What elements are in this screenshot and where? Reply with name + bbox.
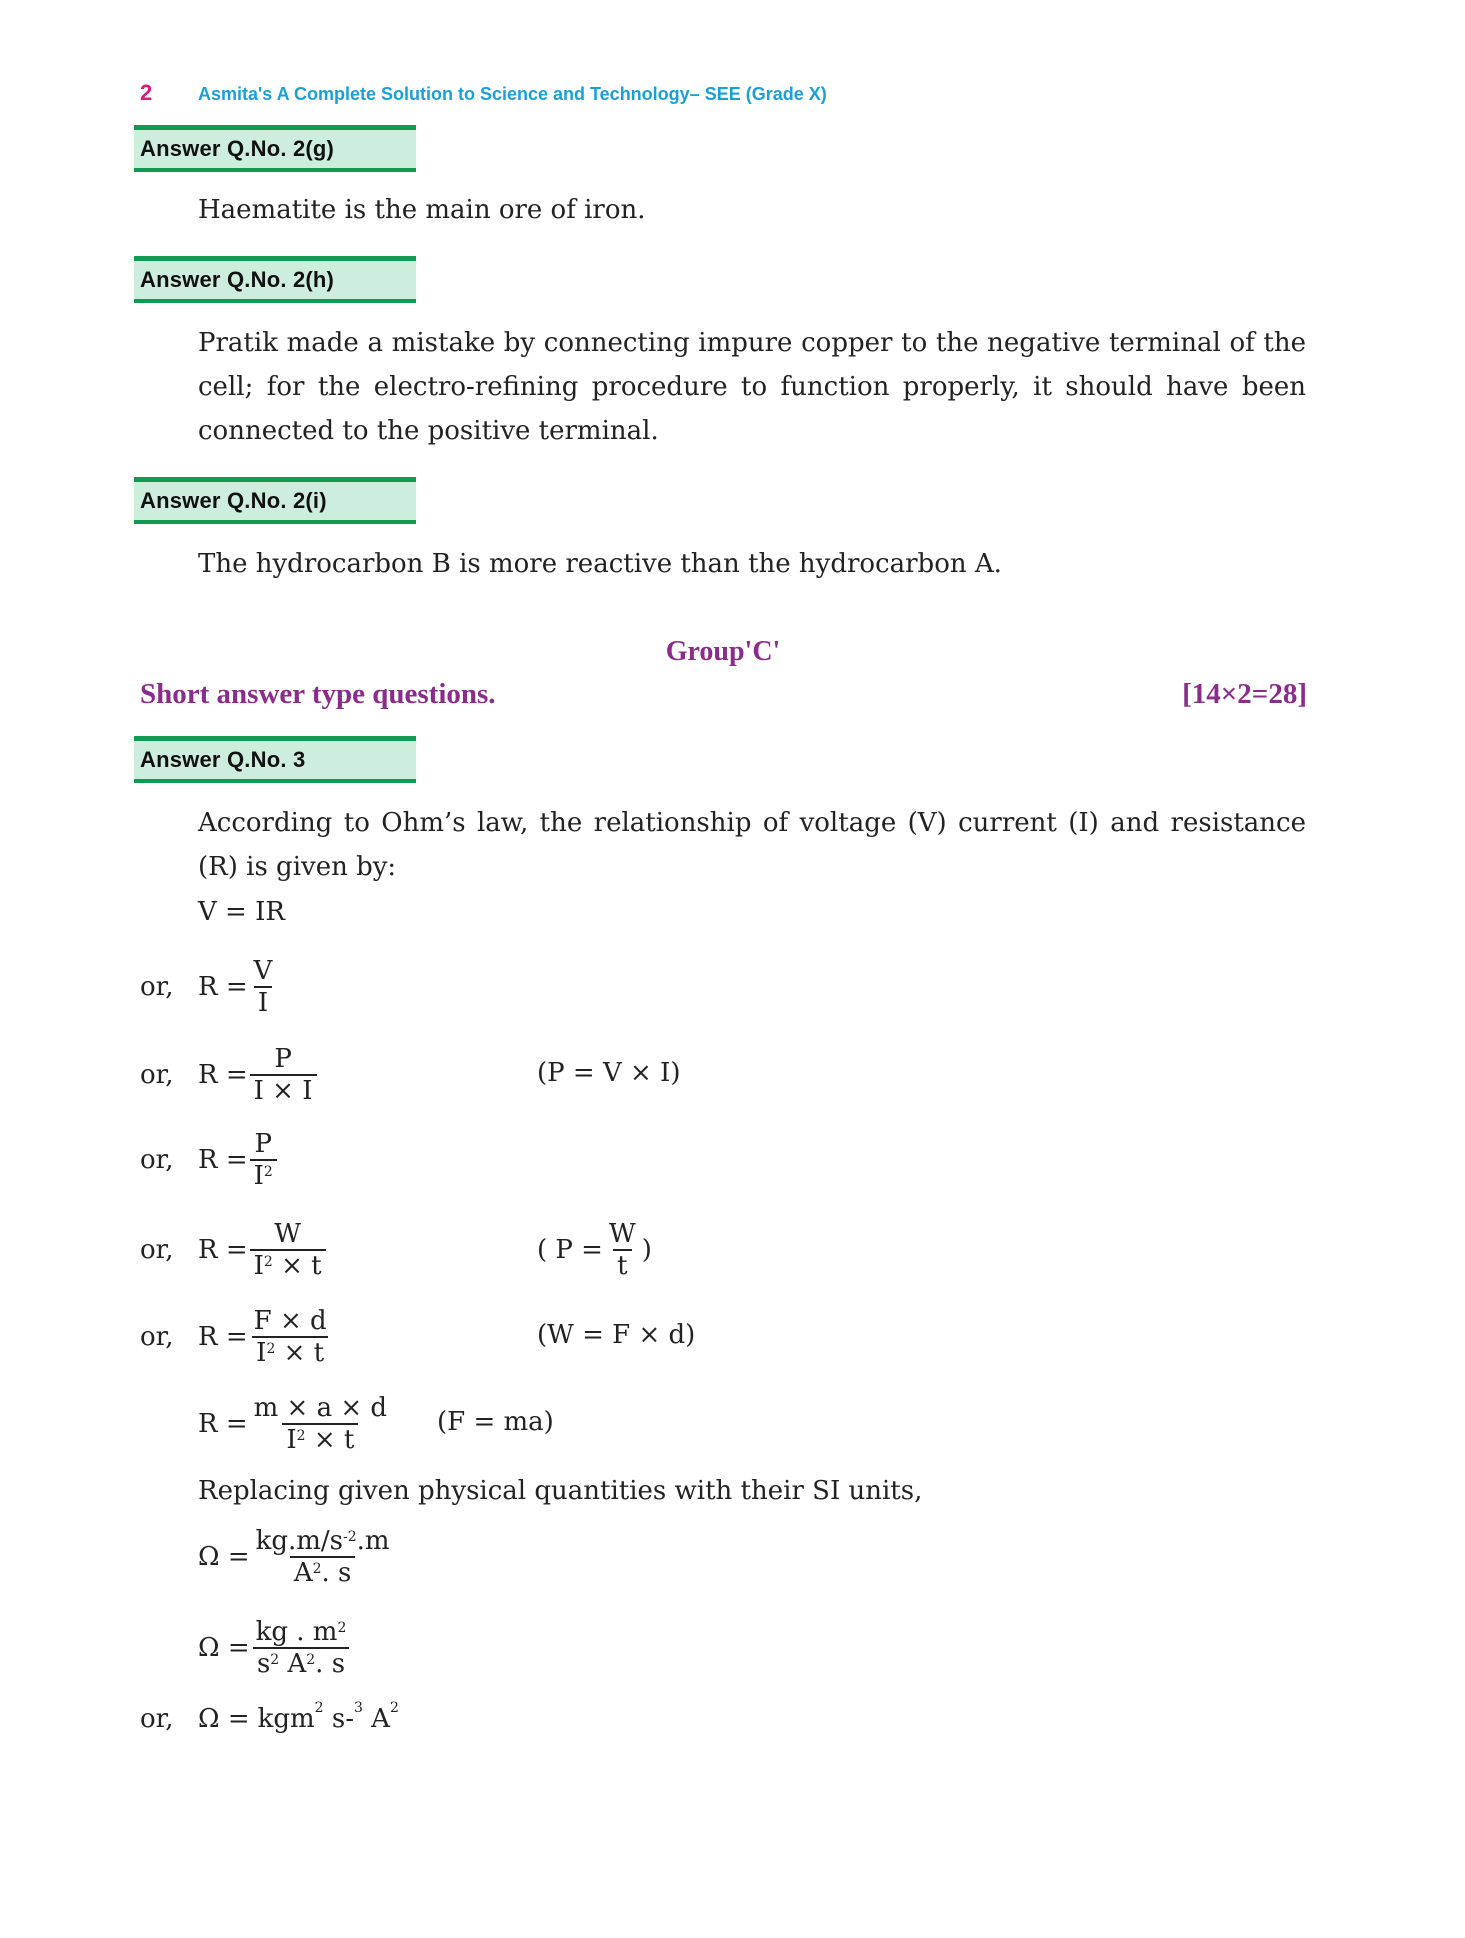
- fraction: [250, 1129, 277, 1191]
- final-units: kgm$^2$ s-$^3$ $A^2$: [257, 1700, 399, 1734]
- or-label: or,: [140, 1704, 174, 1734]
- answer-text-2i: The hydrocarbon B is more reactive than the hydrocarbon A.: [198, 549, 1002, 579]
- ohms-law-intro: According to Ohm’s law, the relationship of voltage (V) current (I) and resistance (R) is given by:: [198, 808, 1306, 882]
- group-heading: Group'C': [665, 636, 781, 667]
- fraction: [250, 1219, 326, 1281]
- note-prefix: ( P =: [537, 1235, 603, 1265]
- lhs: R =: [198, 1145, 248, 1175]
- equation-v-ir: V = IR: [198, 897, 285, 927]
- fraction: [252, 1617, 351, 1679]
- equation-step-6: [198, 1389, 393, 1459]
- or-label: or,: [140, 1235, 174, 1265]
- numerator: W: [608, 1219, 636, 1249]
- page-number: 2: [140, 80, 153, 105]
- numerator: F × d: [253, 1306, 327, 1336]
- numerator: W: [274, 1219, 301, 1249]
- answer-text-2g: Haematite is the main ore of iron.: [198, 195, 646, 225]
- note-suffix: ): [641, 1235, 652, 1265]
- equation-step-4: [140, 1215, 328, 1285]
- numerator: P: [274, 1044, 292, 1074]
- answer-label-text: Answer Q.No. 2(h): [140, 267, 335, 292]
- fraction: [250, 1393, 391, 1455]
- denominator: $A^2$. s: [290, 1556, 356, 1588]
- equation-step-1: [140, 952, 278, 1022]
- note-p-vi: (P = V × I): [537, 1058, 681, 1088]
- denominator: $I^2 \times t$: [282, 1423, 358, 1455]
- or-label: or,: [140, 972, 174, 1002]
- si-final: [140, 1684, 399, 1754]
- section-subtitle: Short answer type questions.: [140, 678, 496, 710]
- answer-label-text: Answer Q.No. 2(i): [140, 488, 327, 513]
- note-p-wt: [537, 1215, 652, 1285]
- numerator: $kg.m/s^{-2}.m$: [255, 1526, 390, 1556]
- replacing-text: Replacing given physical quantities with their SI units,: [198, 1476, 923, 1506]
- section-marks: [14×2=28]: [1182, 678, 1307, 710]
- or-label: or,: [140, 1322, 174, 1352]
- numerator: kg . $m^2$: [255, 1617, 347, 1647]
- fraction: [250, 1044, 317, 1106]
- lhs: Ω =: [198, 1542, 250, 1572]
- lhs: R =: [198, 1322, 248, 1352]
- fraction: [250, 1306, 331, 1368]
- denominator: $s^2$ $A^2$. s: [253, 1647, 349, 1679]
- fraction: [605, 1219, 640, 1281]
- equation-step-2: [140, 1040, 319, 1110]
- answer-label-text: Answer Q.No. 3: [140, 747, 306, 772]
- answer-label-2i: [134, 477, 416, 524]
- lhs: R =: [198, 1235, 248, 1265]
- equation-step-3: [140, 1125, 279, 1195]
- running-title: Asmita's A Complete Solution to Science and Technology– SEE (Grade X): [198, 84, 827, 104]
- numerator: P: [254, 1129, 272, 1159]
- denominator: $I^2 \times t$: [250, 1249, 326, 1281]
- denominator: I × I: [250, 1074, 317, 1106]
- numerator: V: [253, 956, 273, 986]
- answer-label-3: [134, 736, 416, 783]
- numerator: m × a × d: [253, 1393, 388, 1423]
- lhs: R =: [198, 972, 248, 1002]
- lhs: Ω =: [198, 1704, 250, 1734]
- answer-text-2h: Pratik made a mistake by connecting impure copper to the negative terminal of the cell; for the electro-refining procedure to function properly, it should have been connected to the positive terminal.: [198, 328, 1306, 446]
- denominator: $I^2$: [250, 1159, 277, 1191]
- or-label: or,: [140, 1145, 174, 1175]
- answer-label-2h: [134, 256, 416, 303]
- equation-step-5: [140, 1302, 333, 1372]
- note-w-fd: (W = F × d): [537, 1320, 696, 1350]
- lhs: R =: [198, 1409, 248, 1439]
- note-f-ma: (F = ma): [437, 1407, 554, 1437]
- denominator: $I^2 \times t$: [252, 1336, 328, 1368]
- denominator: I: [254, 986, 272, 1018]
- denominator: t: [613, 1249, 631, 1281]
- si-equation-1: [198, 1522, 396, 1592]
- answer-label-2g: [134, 125, 416, 172]
- fraction: [250, 956, 277, 1018]
- fraction: [252, 1526, 394, 1588]
- answer-label-text: Answer Q.No. 2(g): [140, 136, 335, 161]
- lhs: R =: [198, 1060, 248, 1090]
- or-label: or,: [140, 1060, 174, 1090]
- lhs: Ω =: [198, 1633, 250, 1663]
- si-equation-2: [198, 1613, 352, 1683]
